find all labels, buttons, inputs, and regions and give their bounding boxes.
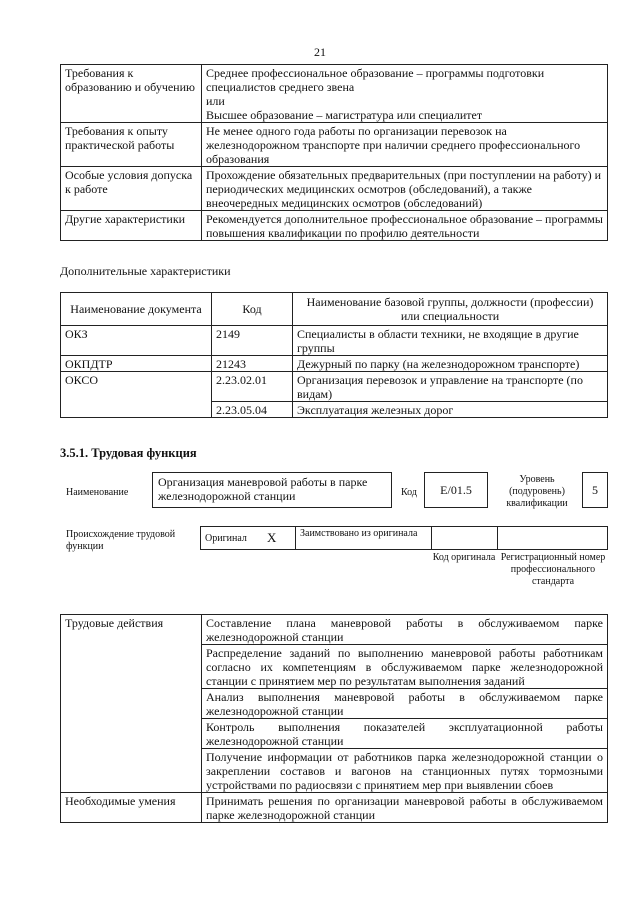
doc-cell: ОКПДТР (61, 356, 212, 372)
table-row (61, 167, 608, 211)
origin-box (200, 526, 608, 550)
column-header: Код (212, 293, 293, 326)
text-line: или (206, 94, 225, 108)
table-row (61, 793, 608, 823)
actions-table (60, 614, 608, 823)
row-label: Другие характеристики (61, 211, 202, 241)
column-header: Наименование базовой группы, должности (профессии) или специальности (293, 293, 608, 326)
requirements-table (60, 64, 608, 241)
name-label: Наименование (66, 487, 129, 498)
table-row (61, 65, 608, 123)
table-row (61, 211, 608, 241)
action-item: Распределение заданий по выполнению маневровой работы работникам согласно их компетенциям в обслуживаемом парке железнодорожной станции с принятием мер по результатам выполнения заданий (202, 645, 608, 689)
row-value: Рекомендуется дополнительное профессиональное образование – программы повышения квалификации по профилю деятельности (202, 211, 608, 241)
text-line: Высшее образование – магистратура или специалитет (206, 108, 483, 122)
table-row (61, 372, 608, 402)
skill-item: Принимать решения по организации маневровой работы в обслуживаемом парке железнодорожной станции (202, 793, 608, 823)
row-label: Требования к опыту практической работы (61, 123, 202, 167)
table-header-row (61, 293, 608, 326)
name-cell: Организация перевозок и управление на транспорте (по видам) (293, 372, 608, 402)
function-code-box: Е/01.5 (424, 472, 488, 508)
name-cell: Специалисты в области техники, не входящие в другие группы (293, 326, 608, 356)
skills-label: Необходимые умения (61, 793, 202, 823)
row-value: Не менее одного года работы по организации перевозок на железнодорожном транспорте при наличии среднего профессионального образования (202, 123, 608, 167)
level-box: 5 (582, 472, 608, 508)
row-value: Прохождение обязательных предварительных (при поступлении на работу) и периодических медицинских осмотров (обследований), а также внеочередных медицинских осмотров (обследований) (202, 167, 608, 211)
code-cell: 2.23.02.01 (212, 372, 293, 402)
action-item: Анализ выполнения маневровой работы в обслуживаемом парке железнодорожной станции (202, 689, 608, 719)
function-name-box: Организация маневровой работы в парке железнодорожной станции (152, 472, 392, 508)
code-cell: 21243 (212, 356, 293, 372)
code-cell: 2.23.05.04 (212, 402, 293, 418)
action-item: Получение информации от работников парка железнодорожной станции о закреплении составов и вагонов на станционных путях тормозными устройствами по радиосвязи с принятием мер при выявлении сбоев (202, 749, 608, 793)
name-cell: Эксплуатация железных дорог (293, 402, 608, 418)
page-number: 21 (314, 45, 326, 59)
level-label: Уровень (подуровень) квалификации (506, 474, 568, 509)
original-label: Оригинал (205, 533, 247, 544)
column-header: Наименование документа (61, 293, 212, 326)
table-row (61, 615, 608, 645)
table-row (61, 326, 608, 356)
table-row (61, 123, 608, 167)
registration-number-label: Регистрационный номер профессионального стандарта (500, 552, 606, 587)
text-line: Среднее профессиональное образование – программы подготовки специалистов среднего звена (206, 66, 545, 94)
code-label: Код (401, 487, 417, 498)
row-value (202, 65, 608, 123)
row-label: Особые условия допуска к работе (61, 167, 202, 211)
action-item: Контроль выполнения показателей эксплуатационной работы железнодорожной станции (202, 719, 608, 749)
actions-label: Трудовые действия (61, 615, 202, 793)
action-item: Составление плана маневровой работы в обслуживаемом парке железнодорожной станции (202, 615, 608, 645)
original-mark: Х (267, 530, 277, 545)
borrowed-label: Заимствовано из оригинала (300, 528, 418, 539)
additional-table (60, 292, 608, 418)
function-title: 3.5.1. Трудовая функция (60, 446, 197, 460)
row-label: Требования к образованию и обучению (61, 65, 202, 123)
table-row (61, 356, 608, 372)
section-title: Дополнительные характеристики (60, 264, 231, 278)
code-cell: 2149 (212, 326, 293, 356)
doc-cell: ОКЗ (61, 326, 212, 356)
origin-label: Происхождение трудовой функции (66, 529, 176, 552)
doc-cell: ОКСО (61, 372, 212, 418)
code-original-label: Код оригинала (432, 552, 496, 563)
name-cell: Дежурный по парку (на железнодорожном транспорте) (293, 356, 608, 372)
